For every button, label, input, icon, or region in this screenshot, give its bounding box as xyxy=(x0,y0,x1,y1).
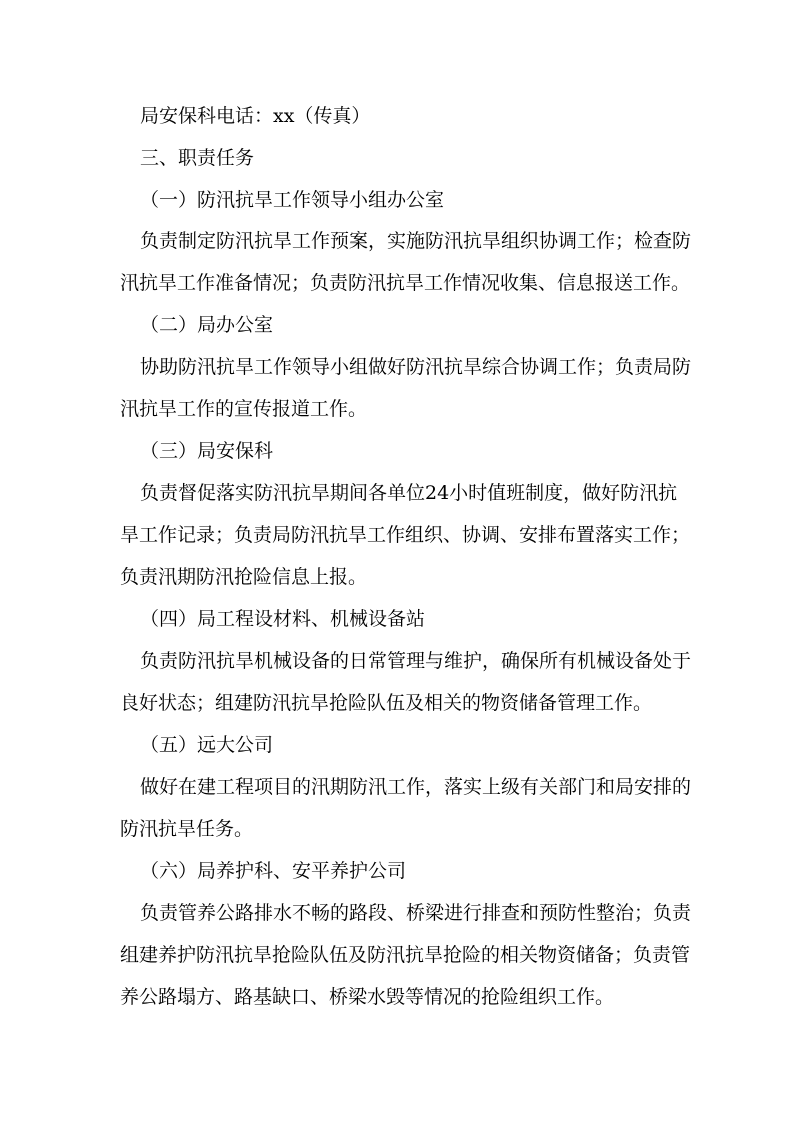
subsection-heading: （五）远大公司 xyxy=(140,734,274,756)
subsection-heading: （三）局安保科 xyxy=(140,440,274,462)
paragraph-line: 负责汛期防汛抢险信息上报。 xyxy=(120,566,368,588)
paragraph-line: 汛抗旱工作准备情况；负责防汛抗旱工作情况收集、信息报送工作。 xyxy=(120,272,691,294)
subsection-heading: （一）防汛抗旱工作领导小组办公室 xyxy=(140,189,445,211)
paragraph-line: 组建养护防汛抗旱抢险队伍及防汛抗旱抢险的相关物资储备；负责管 xyxy=(120,944,691,966)
paragraph-line: 良好状态；组建防汛抗旱抢险队伍及相关的物资储备管理工作。 xyxy=(120,692,653,714)
subsection-heading: （六）局养护科、安平养护公司 xyxy=(140,860,407,882)
paragraph-line: 旱工作记录；负责局防汛抗旱工作组织、协调、安排布置落实工作； xyxy=(120,524,691,546)
paragraph-line: 负责督促落实防汛抗旱期间各单位24小时值班制度，做好防汛抗 xyxy=(140,482,678,504)
paragraph-line: 负责管养公路排水不畅的路段、桥梁进行排查和预防性整治；负责 xyxy=(140,902,692,924)
paragraph-line: 养公路塌方、路基缺口、桥梁水毁等情况的抢险组织工作。 xyxy=(120,986,615,1008)
paragraph-line: 负责制定防汛抗旱工作预案，实施防汛抗旱组织协调工作；检查防 xyxy=(140,230,692,252)
paragraph-line: 防汛抗旱任务。 xyxy=(120,818,254,840)
paragraph-line: 协助防汛抗旱工作领导小组做好防汛抗旱综合协调工作；负责局防 xyxy=(140,356,692,378)
paragraph-line: 做好在建工程项目的汛期防汛工作，落实上级有关部门和局安排的 xyxy=(140,776,692,798)
subsection-heading: （二）局办公室 xyxy=(140,314,274,336)
paragraph-line: 汛抗旱工作的宣传报道工作。 xyxy=(120,398,368,420)
subsection-heading: （四）局工程设材料、机械设备站 xyxy=(140,608,426,630)
contact-line: 局安保科电话：xx（传真） xyxy=(140,105,371,127)
section-heading: 三、职责任务 xyxy=(140,147,255,169)
paragraph-line: 负责防汛抗旱机械设备的日常管理与维护，确保所有机械设备处于 xyxy=(140,650,692,672)
